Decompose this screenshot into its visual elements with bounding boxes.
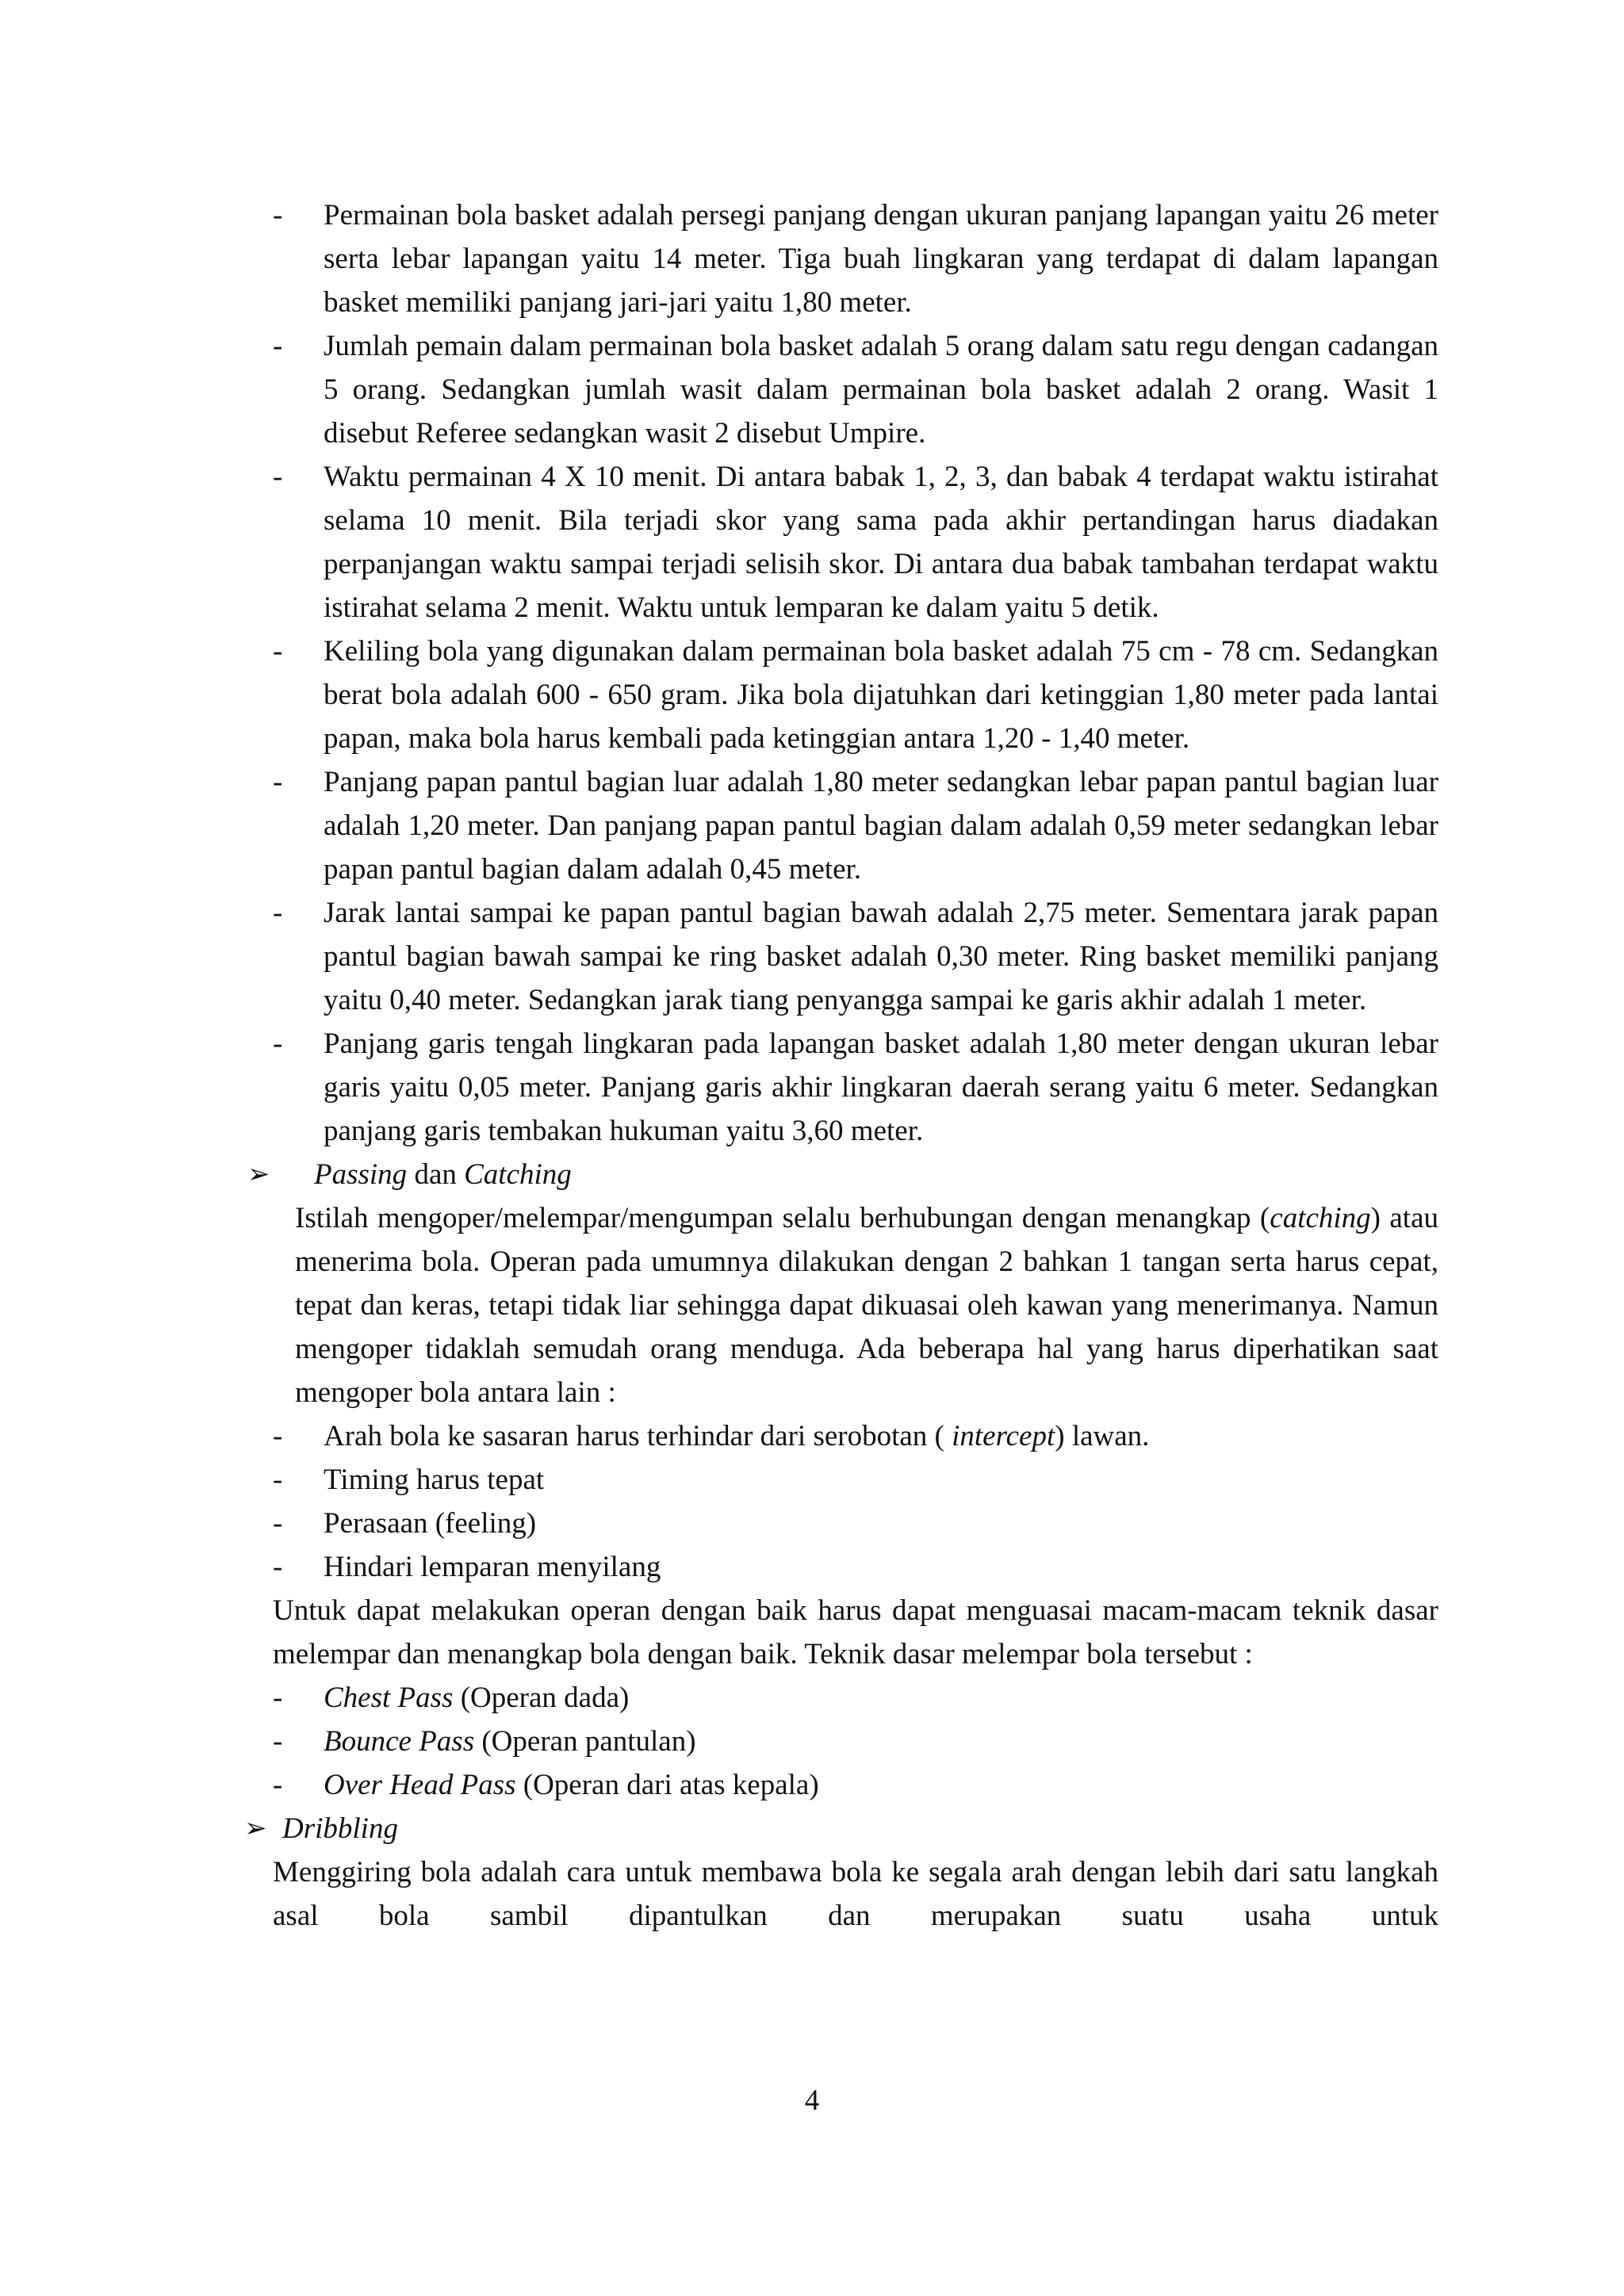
rule-item [273, 629, 1438, 760]
rule-item [273, 324, 1438, 455]
list-dash: - [273, 461, 283, 493]
section-heading-passing [247, 1153, 1438, 1196]
list-dash: - [273, 897, 283, 929]
technique-item [273, 1720, 1438, 1763]
point-italic: intercept [952, 1420, 1055, 1452]
list-dash: - [273, 199, 283, 232]
rule-text: Jumlah pemain dalam permainan bola basket adalah 5 orang dalam satu regu dengan cadangan 5 orang. Sedangkan jumlah wasit dalam permainan bola basket adalah 2 orang. Wasit 1 disebut Referee sedangkan wasit 2 disebut Umpire. [324, 330, 1438, 450]
rule-text: Panjang garis tengah lingkaran pada lapangan basket adalah 1,80 meter dengan ukuran lebar garis yaitu 0,05 meter. Panjang garis akhir lingkaran daerah serang yaitu 6 meter. Sedangkan panjang garis tembakan hukuman yaitu 3,60 meter. [324, 1027, 1438, 1147]
dribbling-paragraph: Menggiring bola adalah cara untuk membawa bola ke segala arah dengan lebih dari satu langkah asal bola sambil dipantulkan dan merupakan suatu usaha untuk [273, 1856, 1438, 1932]
list-dash: - [273, 1027, 283, 1060]
list-dash: - [273, 1420, 283, 1452]
point-text-end: ) lawan. [1055, 1420, 1150, 1452]
rule-item [273, 760, 1438, 891]
list-dash: - [273, 766, 283, 798]
passing-intro [273, 1196, 1438, 1414]
arrow-bullet-icon: ➢ [244, 1814, 267, 1843]
point-text: Hindari lemparan menyilang [324, 1551, 661, 1583]
passing-point [273, 1502, 1438, 1545]
technique-name: Chest Pass [324, 1682, 454, 1714]
list-dash: - [273, 1682, 283, 1714]
technique-item [273, 1676, 1438, 1720]
technique-desc: (Operan pantulan) [474, 1725, 696, 1758]
passing-intro-italic: catching [1270, 1202, 1371, 1234]
rule-item [273, 455, 1438, 629]
point-text: Perasaan (feeling) [324, 1507, 537, 1540]
rule-text: Waktu permainan 4 X 10 menit. Di antara babak 1, 2, 3, dan babak 4 terdapat waktu istirahat selama 10 menit. Bila terjadi skor yang sama pada akhir pertandingan harus diadakan perpanjangan waktu sampai terjadi selisih skor. Di antara dua babak tambahan terdapat waktu istirahat selama 2 menit. Waktu untuk lemparan ke dalam yaitu 5 detik. [324, 461, 1438, 624]
list-dash: - [273, 1725, 283, 1758]
list-dash: - [273, 1551, 283, 1583]
passing-point [273, 1414, 1438, 1458]
passing-intro-text-1: Istilah mengoper/melempar/mengumpan selalu berhubungan dengan menangkap ( [295, 1202, 1270, 1234]
list-dash: - [273, 330, 283, 362]
point-text: Timing harus tepat [324, 1464, 545, 1496]
passing-point [273, 1458, 1438, 1502]
page-number: 4 [804, 2084, 820, 2117]
technique-name: Over Head Pass [324, 1769, 516, 1801]
rule-text: Keliling bola yang digunakan dalam permainan bola basket adalah 75 cm - 78 cm. Sedangkan berat bola adalah 600 - 650 gram. Jika bola dijatuhkan dari ketinggian 1,80 meter pada lantai papan, maka bola harus kembali pada ketinggian antara 1,20 - 1,40 meter. [324, 635, 1438, 755]
technique-item [273, 1763, 1438, 1807]
passing-point [273, 1545, 1438, 1589]
point-text: Arah bola ke sasaran harus terhindar dari serobotan ( [324, 1420, 952, 1452]
list-dash: - [273, 1769, 283, 1801]
rule-text: Panjang papan pantul bagian luar adalah 1,80 meter sedangkan lebar papan pantul bagian luar adalah 1,20 meter. Dan panjang papan pantul bagian dalam adalah 0,59 meter sedangkan lebar papan pantul bagian dalam adalah 0,45 meter. [324, 766, 1438, 886]
heading-passing: Passing [314, 1158, 408, 1191]
page-content [244, 193, 1438, 1938]
rule-item [273, 891, 1438, 1022]
rule-text: Jarak lantai sampai ke papan pantul bagian bawah adalah 2,75 meter. Sementara jarak papan pantul bagian bawah sampai ke ring basket adalah 0,30 meter. Ring basket memiliki panjang yaitu 0,40 meter. Sedangkan jarak tiang penyangga sampai ke garis akhir adalah 1 meter. [324, 897, 1438, 1016]
arrow-bullet-icon: ➢ [247, 1160, 270, 1189]
list-dash: - [273, 635, 283, 668]
technique-paragraph: Untuk dapat melakukan operan dengan baik harus dapat menguasai macam-macam teknik dasar melempar dan menangkap bola dengan baik. Teknik dasar melempar bola tersebut : [273, 1594, 1438, 1670]
heading-conjunction: dan [407, 1158, 465, 1191]
list-dash: - [273, 1464, 283, 1496]
rule-item [273, 193, 1438, 324]
technique-desc: (Operan dada) [453, 1682, 630, 1714]
heading-dribbling: Dribbling [282, 1812, 398, 1845]
heading-catching: Catching [464, 1158, 572, 1191]
technique-desc: (Operan dari atas kepala) [515, 1769, 819, 1801]
passing-intro-text-2: ) atau menerima bola. Operan pada umumnya dilakukan dengan 2 bahkan 1 tangan serta harus cepat, tepat dan keras, tetapi tidak liar sehingga dapat dikuasai oleh kawan yang menerimanya. Namun mengoper tidaklah semudah orang menduga. Ada beberapa hal yang harus diperhatikan saat mengoper bola antara lain : [295, 1202, 1438, 1409]
list-dash: - [273, 1507, 283, 1540]
technique-name: Bounce Pass [324, 1725, 475, 1758]
rule-text: Permainan bola basket adalah persegi panjang dengan ukuran panjang lapangan yaitu 26 meter serta lebar lapangan yaitu 14 meter. Tiga buah lingkaran yang terdapat di dalam lapangan basket memiliki panjang jari-jari yaitu 1,80 meter. [324, 199, 1438, 319]
section-heading-dribbling [244, 1807, 1438, 1850]
rule-item [273, 1022, 1438, 1153]
